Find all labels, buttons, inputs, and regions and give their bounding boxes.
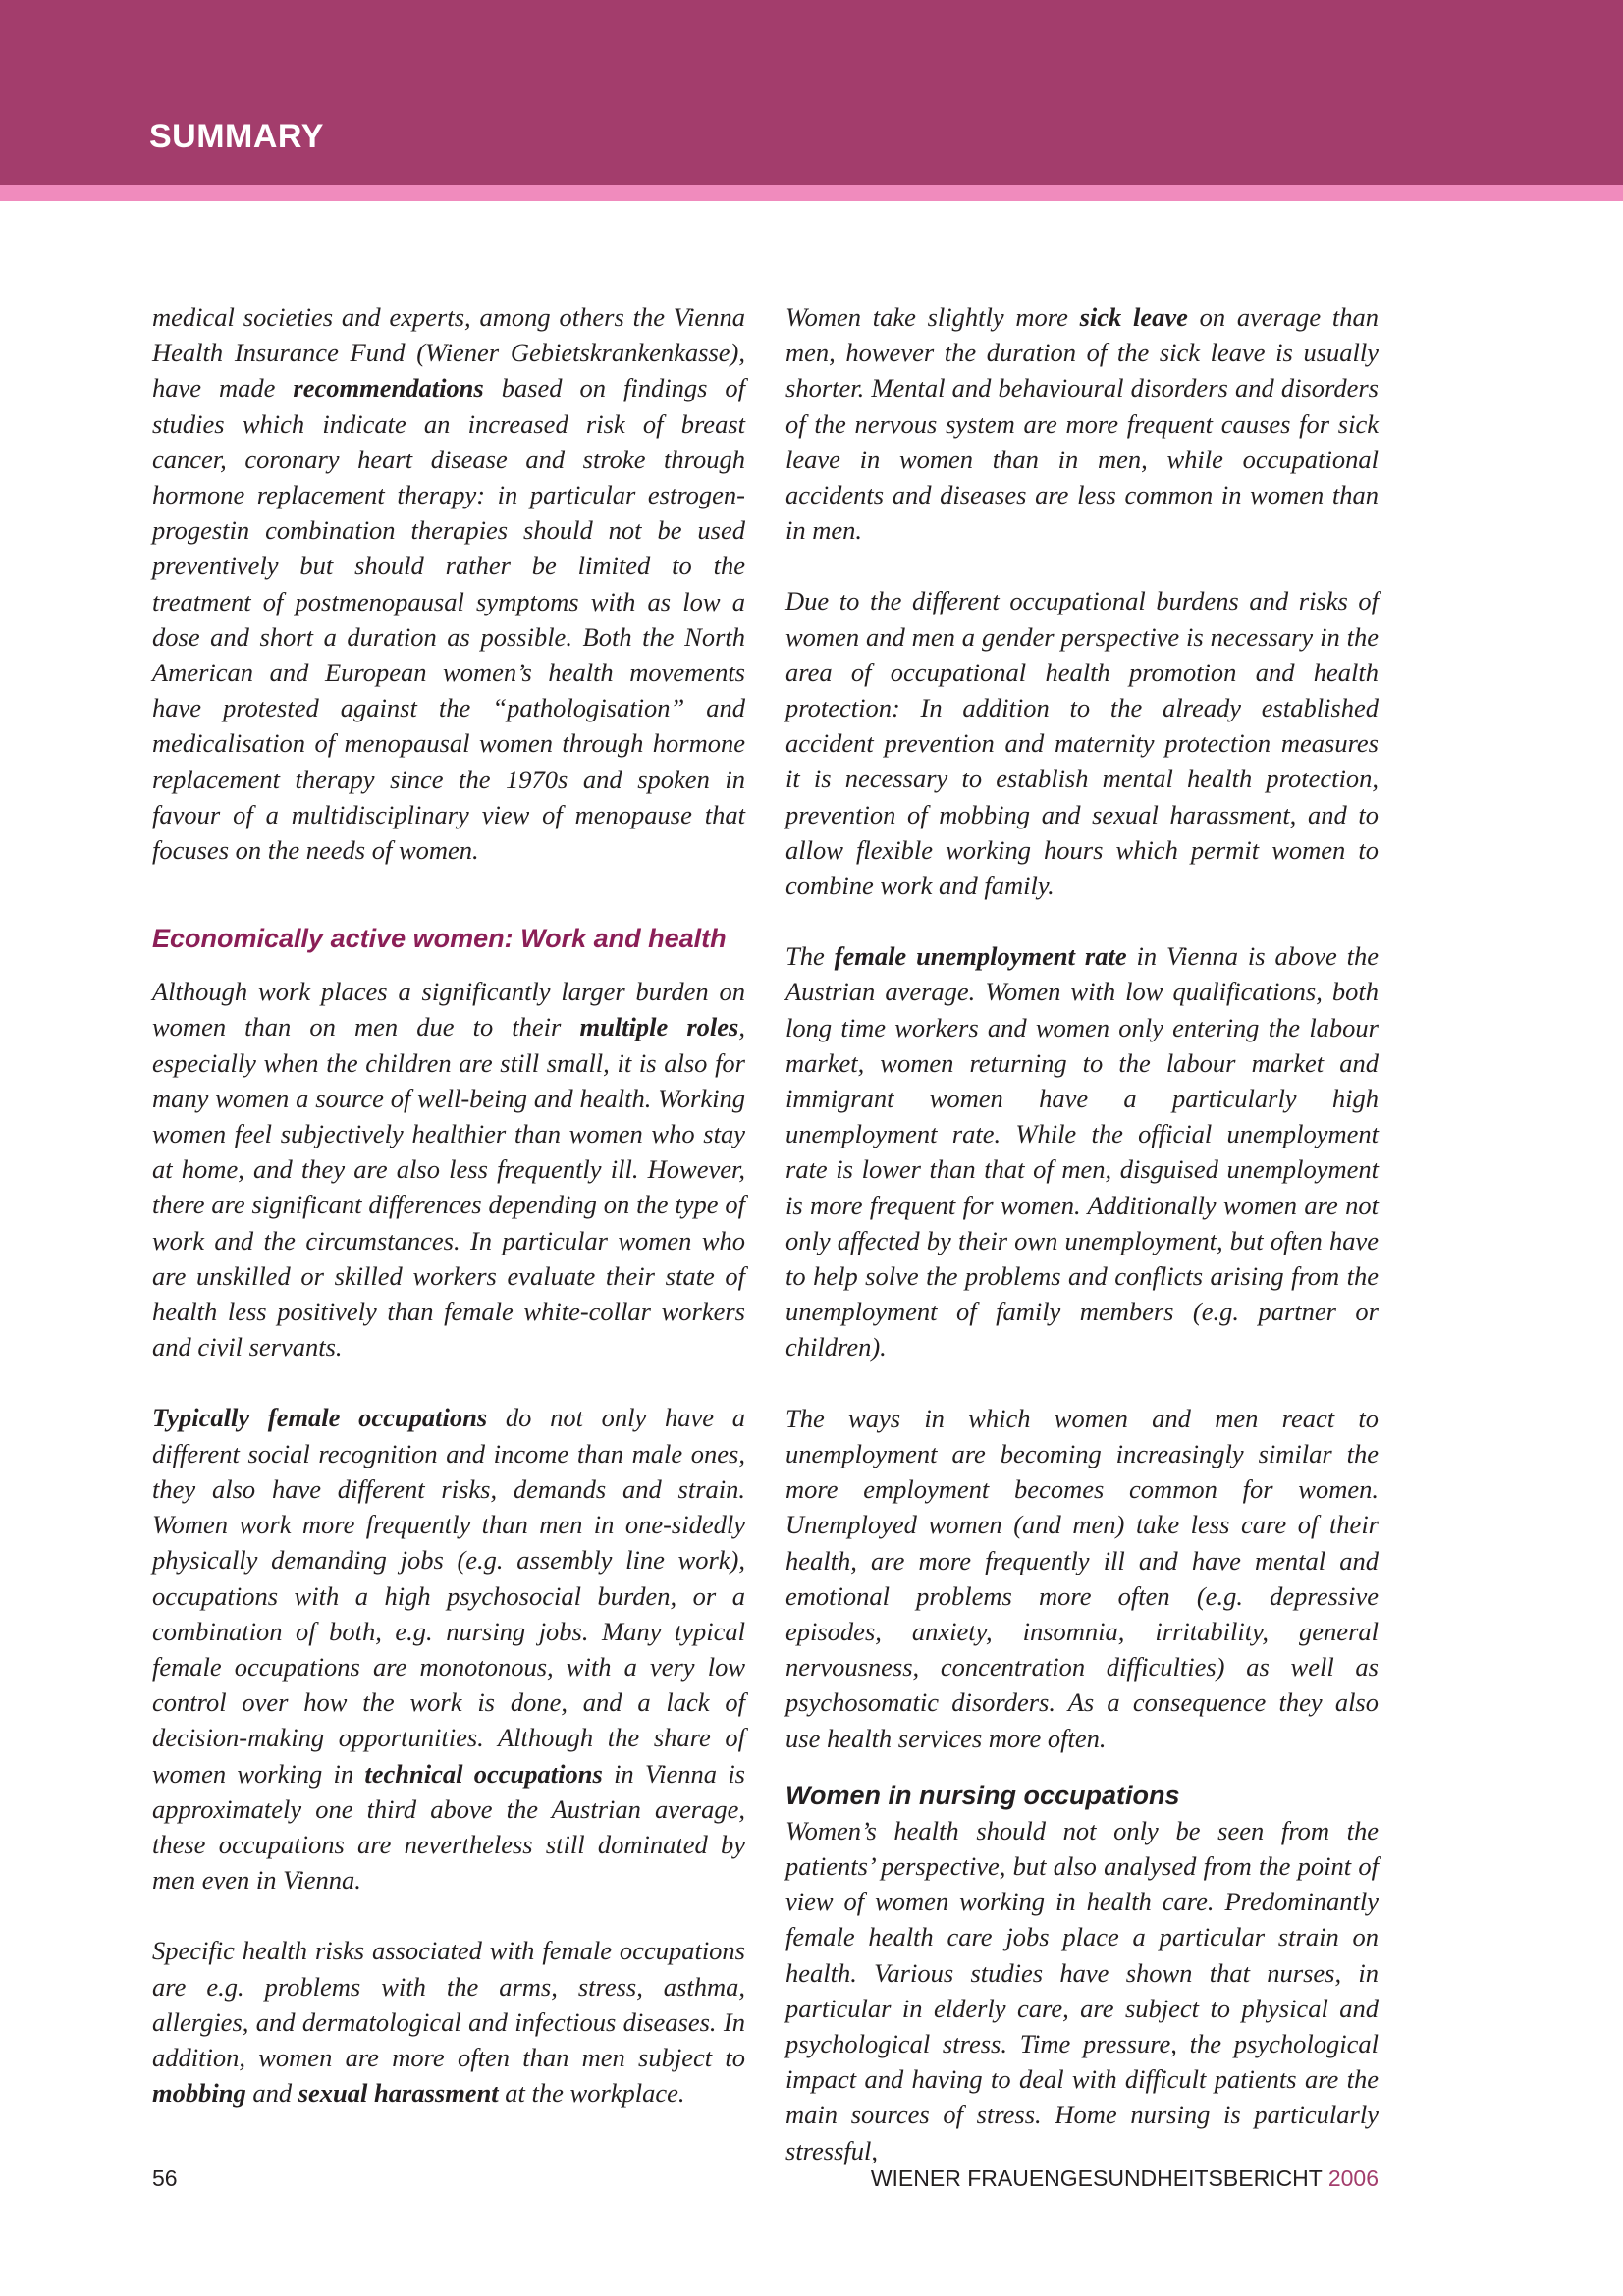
header-stripe [0, 185, 1623, 201]
paragraph-health-risks: Specific health risks associated with female occupations are e.g. problems with the arms, stress, asthma, allergies, and dermatological and infectious diseases. In addition, women are more often than men subject to mobbing and sexual harassment at the workplace. [152, 1936, 745, 2109]
paragraph-female-occupations: Typically female occupations do not only have a different social recognition and income than male ones, they also have different risks, demands and strain. Women work more frequently than men in one-sidedly physically demanding jobs (e.g. assembly line work), occupations with a high psychosocial burden, or a combination of both, e.g. nursing jobs. Many typical female occupations are monotonous, with a very low control over how the work is done, and a lack of decision-making opportunities. Although the share of women working in technical occupations in Vienna is approximately one third above the Austrian average, these occupations are nevertheless still dominated by men even in Vienna. [152, 1403, 745, 1896]
page-number: 56 [152, 2165, 178, 2191]
right-column [785, 299, 1379, 2168]
heading-economically-active-women: Economically active women: Work and health [152, 924, 727, 954]
paragraph-unemployment-rate: The female unemployment rate in Vienna is above the Austrian average. Women with low qualifications, both long time workers and women only entering the labour market, women returning to the labour market and immigrant women have a particularly high unemployment rate. While the official unemployment rate is lower than that of men, disguised unemployment is more frequent for women. Additionally women are not only affected by their own unemployment, but often have to help solve the problems and conflicts arising from the unemployment of family members (e.g. partner or children). [785, 941, 1379, 1362]
paragraph-sick-leave: Women take slightly more sick leave on average than men, however the duration of the sick leave is usually shorter. Mental and behavioural disorders and disorders of the nervous system are more frequent causes for sick leave in women than in men, while occupational accidents and diseases are less common in women than in men. [785, 302, 1379, 546]
paragraph-nursing-stress: Women’s health should not only be seen from the patients’ perspective, but also analysed from the point of view of women working in health care. Predominantly female health care jobs place a particular strain on health. Various studies have shown that nurses, in particular in elderly care, are subject to physical and psychological stress. Time pressure, the psychological impact and having to deal with difficult patients are the main sources of stress. Home nursing is particularly stressful, [785, 1815, 1379, 2165]
publication-title: WIENER FRAUENGESUNDHEITSBERICHT 2006 [870, 2165, 1379, 2191]
paragraph-multiple-roles: Although work places a significantly larger burden on women than on men due to their multiple roles, especially when the children are still small, it is also for many women a source of well-being and health. Working women feel subjectively healthier than women who stay at home, and they are also less frequently ill. However, there are significant differences depending on the type of work and the circumstances. In particular women who are unskilled or skilled workers evaluate their state of health less positively than female white-collar workers and civil servants. [152, 977, 745, 1362]
paragraph-unemployment-reaction: The ways in which women and men react to unemployment are becoming increasingly similar the more employment becomes common for women. Unemployed women (and men) take less care of their health, are more frequently ill and have mental and emotional problems more often (e.g. depressive episodes, anxiety, insomnia, irritability, general nervousness, concentration difficulties) as well as psychosomatic disorders. As a consequence they also use health services more often. [785, 1403, 1379, 1753]
paragraph-gender-perspective: Due to the different occupational burdens and risks of women and men a gender perspective is necessary in the area of occupational health promotion and health protection: In addition to the already established accident prevention and maternity protection measures it is necessary to establish mental health protection, prevention of mobbing and sexual harassment, and to allow flexible working hours which permit women to combine work and family. [785, 586, 1379, 901]
heading-nursing-occupations: Women in nursing occupations [785, 1780, 1180, 1810]
header-band [0, 0, 1623, 185]
section-title: SUMMARY [149, 118, 324, 155]
publication-year: 2006 [1327, 2165, 1379, 2191]
left-column [152, 299, 745, 2110]
paragraph-hrt-recommendations: medical societies and experts, among others the Vienna Health Insurance Fund (Wiener Gebietskrankenkasse), have made recommendations based on findings of studies which indicate an increased risk of breast cancer, coronary heart disease and stroke through hormone replacement therapy: in particular estrogen-progestin combination therapies should not be used preventively but should rather be limited to the treatment of postmenopausal symptoms with as low a dose and short a duration as possible. Both the North American and European women’s health movements have protested against the “pathologisation” and medicalisation of menopausal women through hormone replacement therapy since the 1970s and spoken in favour of a multidisciplinary view of menopause that focuses on the needs of women. [152, 302, 745, 866]
